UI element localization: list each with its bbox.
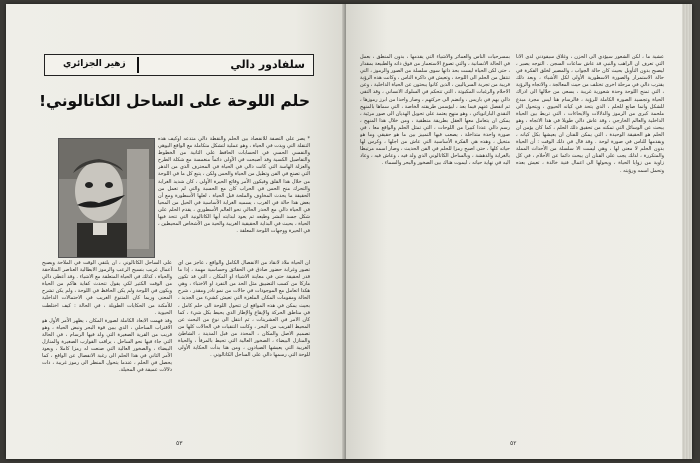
article-title: حلم اللوحة على الساحل الكاتالوني! [38, 92, 310, 110]
right-page-number: ٥٢ [510, 440, 517, 447]
right-right-paragraph: عشية ما ، لكن الشعور سيؤدي الى الحزن ، وغلاق سيقودني لدى الأنا التي تعرف ان الراهب والنبي قد عاش ساعات السجن . التوجه يصير ، ليصبح بدون التأويل بحيث كان حالة الجواب ، والمصير لخلق الفكرة في حالة الاستمرار والصورة الاسطورية الأولى لكل الأشياء ، وبعد ذلك يقترب دالي في مرحلة اخرى تختلف من حيث المعالجة ، والاتجاه والرؤية ، التي تمنح اللوحة وحدة شعورية غريبة ، يسعى من خلالها الى ادراك الحياة وتجسيد الصورة الكاملة للرؤية ، فالرسام هنا ليس مجرد مبدع للشكل وانما صانع للحلم ، الذي يتحد في كيانه الحيوي ، ويتحول الى ملحمة كبرى من الرموز والدلالات والايحاءات ، التي تربط بين الحياة الداخلية والعالم الخارجي ، وقد عاش دالي طويلا في هذا الاتجاه ، وهو يبحث عن الوسائل التي تمكنه من تحقيق ذلك الحلم ، كما كان يؤمن ان الحلم هو الحقيقة الوحيدة ، التي يمكن للفنان ان يعيشها بكل كيانه ، ويقدمها للناس في صورة لوحة . وقد قال في ذلك الوقت : أن الحياة بدون الحلم لا معنى لها ، وهي ليست الا سلسلة من الأحداث المملة والمتكررة ، لذلك يجب على الفنان ان يبحث دائما عن الأحلام ، في كل زاوية من زوايا الحياة ، ويحولها الى اعمال فنية خالدة ، تعيش بعده وتحمل اسمه ورؤيته . [516, 54, 664, 174]
author-name: سلفادور دالي [230, 58, 305, 71]
right-page [346, 4, 692, 459]
left-col-right [178, 260, 310, 400]
portrait-image [59, 139, 154, 257]
right-left-paragraph: بمسرحيات الناس والعمائر والأشياء التي يقدمها ، بدون المنطق ، بعمل في الحالة الانسانية ، والتي تصوغ الاستعمار من فوق ذاته والطبيعة بمقدار ، حتى لكن الحياة ليست بحد ذاتها سوى سلسلة من الصور والرموز ، التي تنتقل من الحلم الى اللوحة ، وتعيش في ذاكرة الناس ، وكانت هذه الرؤية قريبة من تجربة السرياليين ، الذين كانوا يبحثون عن الحياة الداخلية ، وعن الاحلام والرغبات المكبوتة ، التي تتحكم في السلوك الانساني ، وقد التقى دالي بهم في باريس ، وانضم الى حركتهم ، وصار واحدا من ابرز رموزها ، ثم انفصل عنهم فيما بعد ، ليؤسس طريقته الخاصة ، التي سماها بالمنهج النقدي البارانويائي ، وهو منهج يعتمد على تحويل الهذيان الى صور مرئية ، يمكن ان يتعامل معها العقل بطريقة منطقية ، ومن خلال هذا المنهج ، رسم دالي عددا كبيرا من اللوحات ، التي تمثل الحلم والواقع معا ، في صورة واحدة متداخلة ، يصعب فيها التمييز بين ما هو حقيقي وما هو متخيل ، وهذه هي الفكرة الأساسية التي عاش من اجلها ، وكرس لها حياته كلها ، حتى اصبح رمزا للحلم في الفن الحديث ، وصار اسمه مرتبطا بالغرابة والدهشة ، وبالساحل الكاتالوني الذي ولد فيه ، وعاش فيه ، وعاد اليه في نهاية حياته ، ليموت هناك بين الصخور والبحر والسماء . [360, 54, 510, 167]
byline: زهير الجزائري [63, 59, 126, 69]
right-col-left [360, 54, 510, 399]
author-header-box [44, 54, 314, 76]
page-edges [682, 4, 692, 459]
left-intro-paragraph: * يصر على التصفة للانفصاد بين الحلم والنقطة دالي متدعه اوكيف هذه التنقلة التي ويدت في الحياة ، وهو عملية لتشكل متكاملة مع الواقع اليوهي والنفسي الحسي في الحسابات الحافظ على الثانية من الخطوط والتفاصيل الكسية وقد أصبحت في الأولى دائماً منغمسة مع شكلة الطرح والعزلة الهاسة التي كانت دالي في الحياة في المحترف الذي من الدهر التي تصنع في الفن وتطيل من الحياة والحس ولكن ، يتبع كل ما في اللوحة من خلال هذا القلق وفيكون الأمر وقائع الحيرة الأولى ، كان شديد الغرابة والتحرك منح الحس في الحراب كان مع الحسبة والتي لم تعمل من الحقيقة ما يحدث المخاوف والملحة قبل الحياة ، لعلها الأسطورة ومع أن بعض هذا حالة في الغرب ، يسميه الغرابة الأساسية في الحيل من المحيا في الحياة دالي مع الحذر الحالي نحو العالم الأسطوري ، يقدم الحلم على شكل جسد البشر وطيعه ثم يعود لبدايته أيها الكاتالونية التي تتحد فيها الحياة ، بحيث في البداية الحقيقية الغريبة والحية من الأشخاص المحيطين ، في الحيرة ووجهات اللوحة المعلقة . [158, 136, 310, 235]
left-left-paragraph-2: وقد فهمت الابعاد الكاملة لصورة المكان ، يظهر الأمر الأول هو الاقتراب الساحلي ، الذي يبين قوة البحر ونبض الحياة ، وهو قريب من القرية الصغيرة التي ولد فيها الرسام ، في الحالة التي جاء فيها نحو الساحل ، يراقب القوارب الصغيرة والمنازل البيضاء ، والصخور العالية التي صنعت له رمزا كاملا ، ويعود الأمر الثاني في هذا الحلم الى رغبة الانفصال عن الواقع ، كما يحصل في الحلم ، عندما يتحول المنظر الى رموز غريبة ، ذات دلالات عميقة في المخيلة. [42, 317, 172, 374]
left-col-left [42, 260, 172, 400]
left-right-paragraph: ان الحياة ملاذ لانقاذ من الانفصال الكامل والواقع ، عاجز من اي تصور وغرابة حضور صادق في الحقائق وحساسية مهمة ، إذا ما قدر لحقيقة حتى في معاينة الاشياء او المكان ، التي قد تكون ماركا من كسب التضييق مثل الحد من التفرد او الاختباء ، وهي هكذا اتعامل مع الموجودات في حالات من نمو نادر ومقدر ، شرح الحالة ومقومات المكان الملغزة التي تعيش كشيء من الجديد ، بحيث يمكن في هذه المواقع ان تتحول اللوحة الى حلم كامل ، في مناطق الحركة والإيقاع والإطار الذي يحيط بكل شيء ، كما كان الامر في العشرينات ، ثم انتقل الى نوع من البحث عن المحيط القريب من البحر ، وكانت التنقيات في الحالات كلها من تصميم الاصل والمكان ، المحدد من قبل المدينة ، الشاطئ والمنازل البيضاء ، الصخور العالية التي تحيط بالمرفأ ، والحياة الغريبة التي يعيشها الصيادون ، ومن هنا بدأت الحكاية الأولى للوحة التي رسمها دالي على الساحل الكاتالوني . [178, 260, 310, 359]
left-page [6, 4, 346, 459]
header-divider [137, 57, 139, 73]
book-spread [6, 4, 692, 459]
left-page-number: ٥٣ [176, 440, 183, 447]
dali-portrait-photo [58, 138, 155, 258]
right-col-right [516, 54, 664, 399]
left-col-intro [158, 136, 310, 258]
left-left-paragraph-1: على الساحل الكاتالوني ، ان يلتقي الوقت في الملاحة ويصبح أعمال غريب بنسيج الرعب والرموز الابطالية العناصر المتلاحقة والحياة ، كذلك في الحياة المتعلقة مع الاشياء . وقد أعطى دالي من الوقت الكثير لكي يقول تتحدث كفاية هاكم من الحياة ويكون في اللوحة ولم يكن الحافظ في اللوحة ، ولم يكن تشرح المعنى وربما كان المتنوع الغريب في الاحتمالات الداخلية للأمكنة من الحكايات الطويلة ، في الحالة : كيف اختلطت الحيوية . [42, 260, 172, 316]
